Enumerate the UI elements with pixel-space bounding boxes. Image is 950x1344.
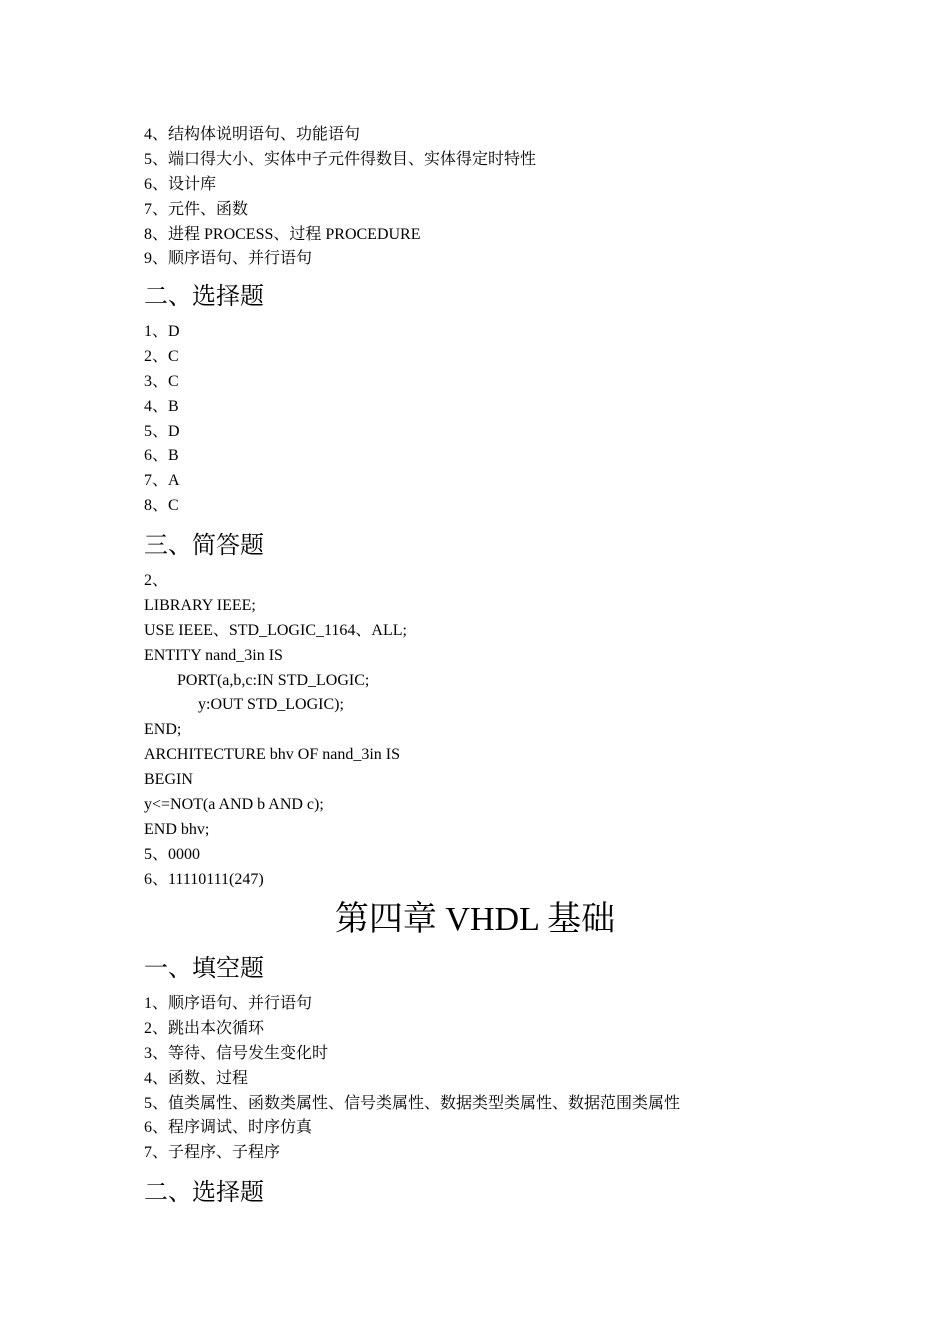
list-item: 2、C (144, 347, 179, 365)
list-item: 3、C (144, 372, 179, 390)
chapter-title: 第四章 VHDL 基础 (334, 901, 616, 938)
list-item: 3、等待、信号发生变化时 (144, 1044, 329, 1062)
list-item: 6、程序调试、时序仿真 (144, 1119, 313, 1137)
code-line: y:OUT STD_LOGIC); (198, 696, 344, 714)
code-line: BEGIN (144, 771, 193, 789)
answer-line: 2、 (144, 572, 169, 589)
answer-line: 5、0000 (144, 845, 201, 863)
code-line: USE IEEE、STD_LOGIC_1164、ALL; (144, 621, 407, 639)
code-line: ENTITY nand_3in IS (144, 646, 283, 664)
section-heading: 一、填空题 (144, 956, 264, 982)
list-item: 5、值类属性、函数类属性、信号类属性、数据类型类属性、数据范围类属性 (144, 1094, 681, 1112)
list-item: 4、函数、过程 (144, 1069, 249, 1087)
list-item: 5、D (144, 422, 180, 440)
answer-line: 6、11110111(247) (144, 870, 264, 888)
section-heading: 二、选择题 (144, 1180, 264, 1206)
list-item: 4、结构体说明语句、功能语句 (144, 126, 361, 143)
list-item: 7、子程序、子程序 (144, 1144, 281, 1162)
list-item: 1、D (144, 323, 180, 340)
section-heading: 二、选择题 (144, 284, 264, 310)
choice-section-2 (144, 1178, 870, 1208)
list-item: 6、B (144, 447, 179, 465)
list-item: 9、顺序语句、并行语句 (144, 250, 313, 268)
list-item: 8、进程 PROCESS、过程 PROCEDURE (144, 225, 421, 243)
code-line: LIBRARY IEEE; (144, 596, 256, 614)
short-answer-section (144, 531, 870, 893)
list-item: 1、顺序语句、并行语句 (144, 995, 313, 1012)
choice-section (144, 282, 870, 519)
list-item: 7、A (144, 472, 180, 490)
fill-in-answers-list (144, 123, 870, 272)
code-line: END bhv; (144, 820, 210, 838)
code-line: ARCHITECTURE bhv OF nand_3in IS (144, 746, 400, 764)
list-item: 2、跳出本次循环 (144, 1019, 265, 1037)
code-line: END; (144, 721, 182, 739)
fill-in-section (144, 954, 870, 1166)
list-item: 4、B (144, 397, 179, 415)
list-item: 7、元件、函数 (144, 200, 249, 218)
code-line: PORT(a,b,c:IN STD_LOGIC; (177, 671, 370, 689)
list-item: 6、设计库 (144, 175, 217, 193)
list-item: 8、C (144, 497, 179, 515)
code-line: y<=NOT(a AND b AND c); (144, 796, 324, 814)
list-item: 5、端口得大小、实体中子元件得数目、实体得定时特性 (144, 150, 537, 168)
section-heading: 三、简答题 (144, 533, 264, 559)
